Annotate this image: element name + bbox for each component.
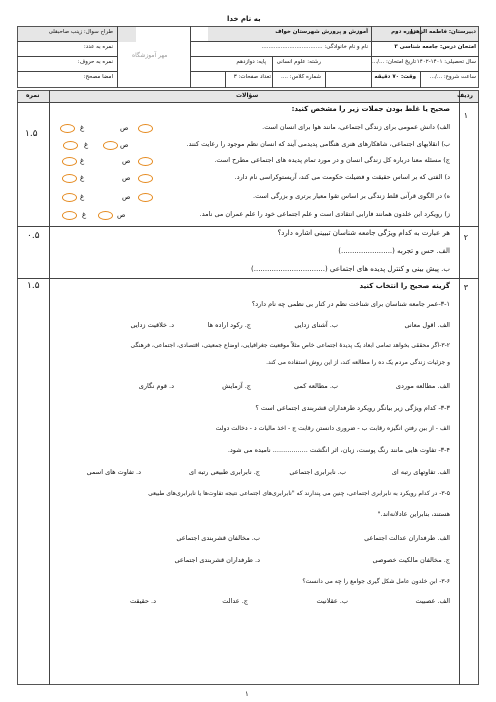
- page-heading: به نام خدا: [227, 15, 261, 23]
- q3-sub4-opt-b[interactable]: ب. نابرابری اجتماعی: [289, 468, 346, 476]
- q3-sub4-opt-d[interactable]: د. تفاوت های اسمی: [86, 468, 141, 476]
- q3-sub2-opt-c[interactable]: ج. آزمایش: [222, 382, 251, 390]
- q3-sub6-opt-c[interactable]: ج. عدالت: [222, 597, 248, 605]
- col-row-header: ردیف: [457, 92, 473, 99]
- q3-title: گزینه صحیح را انتخاب کنید: [359, 282, 450, 290]
- q2-item-a: الف. حس و تجربه (.......................): [338, 247, 450, 255]
- q3-sub2-opt-a[interactable]: الف. مطالعه موردی: [395, 382, 450, 390]
- q1a-false-bubble[interactable]: [60, 124, 75, 133]
- grade-label: پایه: دوازدهم: [236, 59, 266, 65]
- q1c-true-bubble[interactable]: [138, 157, 153, 166]
- q1d-true-label: ص: [122, 174, 131, 182]
- q3-sub1-opt-c[interactable]: ج. رکود اراده ها: [207, 321, 251, 329]
- score-number-label: نمره به عدد:: [83, 44, 113, 50]
- q1f-true-bubble[interactable]: [98, 211, 113, 220]
- q3-sub6: ۳-۶- ابن خلدون عامل شکل گیری جوامع را چه می دانست؟: [302, 578, 450, 585]
- office-label: آموزش و پرورش شهرستان خواف: [275, 29, 368, 35]
- q3-sub3: ۳-۳- کدام ویژگی زیر بیانگر رویکرد طرفداران قشربندی اجتماعی است ؟: [255, 404, 450, 412]
- q1e-true-label: ص: [122, 193, 131, 201]
- score-words-label: نمره به حروف:: [77, 59, 113, 65]
- exam-subject-label: امتحان درس: جامعه شناسی ۳: [394, 44, 476, 50]
- q3-sub5-opt-c[interactable]: ج. مخالفان مالکیت خصوصی: [372, 556, 450, 564]
- q1e-true-bubble[interactable]: [138, 193, 153, 202]
- school-stamp: مهر آموزشگاه: [132, 52, 168, 59]
- q1-item-f: ز) رویکرد ابن خلدون همانند فارابی انتقادی است و علم اجتماعی خود را علم عمران می نامد.: [199, 210, 450, 218]
- page-count-label: تعداد صفحات: ۳: [233, 74, 271, 80]
- q1f-true-label: ص: [117, 211, 126, 219]
- q1d-false-label: غ: [80, 174, 85, 182]
- q3-sub1-opt-b[interactable]: ب. آشنای زدایی: [294, 321, 338, 329]
- q1-number: ۱: [463, 111, 468, 120]
- q3-sub5-cont: هستند، بنابراین عادلانه‌اند.": [377, 510, 450, 518]
- col-score-header: نمره: [26, 92, 40, 99]
- q1b-false-label: غ: [84, 141, 89, 149]
- class-number-label: شماره کلاس: ....: [281, 74, 321, 80]
- col-questions-header: سؤالات: [236, 92, 259, 99]
- q2-number: ۲: [463, 233, 468, 242]
- exam-date-label: تاریخ امتحان: .../...: [371, 59, 416, 65]
- q3-sub1-opt-a[interactable]: الف. اقول معانی: [404, 321, 450, 329]
- q3-score: ۱.۵: [27, 281, 40, 291]
- q3-sub6-opt-a[interactable]: الف. عصبیت: [415, 597, 450, 605]
- q1c-true-label: ص: [122, 157, 131, 165]
- page-number: ۱: [245, 690, 249, 698]
- q3-sub5: ۳-۵- در کدام رویکرد به نابرابری اجتماعی، چنین می پندارند که "نابرابری‌های اجتماعی نتیجه تفاوت‌ها یا نابرابری‌های طبیعی: [148, 490, 450, 497]
- q1-item-c: ج) مسئله معنا درباره کل زندگی انسان و در مورد تمام پدیده های اجتماعی مطرح است.: [214, 156, 450, 164]
- q1a-true-label: ص: [120, 124, 129, 132]
- q3-sub6-opt-d[interactable]: د. حقیقت: [130, 597, 156, 605]
- q3-number: ۳: [463, 283, 468, 292]
- q1e-false-bubble[interactable]: [62, 193, 77, 202]
- q1-title: صحیح یا غلط بودن جملات زیر را مشخص کنید:: [291, 105, 450, 113]
- period-label: دوره دوم: [391, 29, 416, 35]
- q3-sub2-opt-d[interactable]: د. قوم نگاری: [138, 382, 174, 390]
- q1-score: ۱.۵: [25, 129, 38, 139]
- q1a-false-label: غ: [80, 124, 85, 132]
- q1e-false-label: غ: [80, 193, 85, 201]
- q3-sub2-opt-b[interactable]: ب. مطالعه کمی: [294, 382, 338, 390]
- q1-item-a: الف) دانش عمومی برای زندگی اجتماعی، مانند هوا برای انسان است.: [262, 123, 450, 131]
- q1-item-e: ه) در الگوی قرآنی قلط زندگی بر اساس تقوا معیار برتری و بزرگی است.: [253, 192, 450, 200]
- q3-sub3-options[interactable]: الف - از بین رفتن انگیزه رقابت ب - ضروری دانستن رقابت ج - اخذ مالیات د - دخالت دولت: [215, 425, 450, 432]
- q1b-true-label: ص: [120, 141, 129, 149]
- student-name-field: نام و نام خانوادگی: ...................................: [261, 44, 368, 50]
- q1a-true-bubble[interactable]: [138, 124, 153, 133]
- q2-score: ۰.۵: [27, 231, 40, 241]
- q1-item-d: د) الفتی که بر اساس حقیقت و فضیلت حکومت می کند، آریستوکراسی نام دارد.: [234, 173, 450, 181]
- start-time-label: ساعت شروع: .../...: [429, 74, 476, 80]
- q3-sub4-opt-c[interactable]: ج. نابرابری طبیعی رتبه ای: [189, 468, 260, 476]
- school-year-label: سال تحصیلی: ۱۴۰۱-۱۴۰۲: [416, 59, 476, 65]
- q3-sub2-cont: و جزئیات زندگی مردم یک ده را مطالعه کند، از این روش استفاده می کند.: [266, 359, 450, 366]
- q1d-false-bubble[interactable]: [62, 174, 77, 183]
- examiner-sign-label: امضا مصحح:: [83, 74, 113, 80]
- designer-label: طراح سوال: زینب صاحبقلی: [48, 29, 113, 35]
- q3-sub4-opt-a[interactable]: الف. تفاوتهای رتبه ای: [391, 468, 450, 476]
- q1b-false-bubble[interactable]: [63, 141, 78, 150]
- q1b-true-bubble[interactable]: [103, 141, 118, 150]
- q1c-false-bubble[interactable]: [62, 157, 77, 166]
- q3-sub5-opt-b[interactable]: ب. مخالفان قشربندی اجتماعی: [176, 534, 260, 542]
- q3-sub5-opt-a[interactable]: الف. طرفداران عدالت اجتماعی: [364, 534, 450, 542]
- q3-sub2: ۳-۲-اگر محققی بخواهد تمامی ابعاد یک پدیدهٔ اجتماعی خاص مثلاً موقعیت جغرافیایی، اوضاع جمعیتی، اقتصادی، اجتماعی، فرهنگی: [130, 342, 450, 349]
- q3-sub1-opt-d[interactable]: د. خلاقیت زدایی: [130, 321, 174, 329]
- q2-title: هر عبارت به کدام ویژگی جامعه شناسان تبیینی اشاره دارد؟: [277, 229, 450, 237]
- q2-item-b: ب. پیش بینی و کنترل پدیده های اجتماعی (................................): [251, 265, 450, 273]
- q3-sub1: ۳-۱-عمر جامعه شناسان برای شناخت نظم در کنار بی نظمی چه نام دارد؟: [251, 300, 450, 308]
- field-label: رشته: علوم انسانی: [276, 59, 321, 65]
- q1f-false-bubble[interactable]: [62, 211, 77, 220]
- q1f-false-label: غ: [82, 211, 87, 219]
- q3-sub5-opt-d[interactable]: د. طرفداران قشربندی اجتماعی: [174, 556, 260, 564]
- q1d-true-bubble[interactable]: [138, 174, 153, 183]
- school-label: دبیرستان: فاطمه الزهرا: [410, 29, 476, 35]
- q1c-false-label: غ: [80, 157, 85, 165]
- duration-label: وقت: ۷۰ دقیقه: [374, 74, 416, 80]
- q1-item-b: ب) انقلابهای اجتماعی، شاهکارهای هنری هنگامی پدیدمی آیند که انسان نظم موجود را رعایت کنند.: [186, 140, 450, 148]
- q3-sub6-opt-b[interactable]: ب. عقلانیت: [316, 597, 348, 605]
- q3-sub4: ۳-۴- تفاوت هایی مانند رنگ پوست، زبان، اثر انگشت ................. نامیده می شود.: [227, 446, 450, 454]
